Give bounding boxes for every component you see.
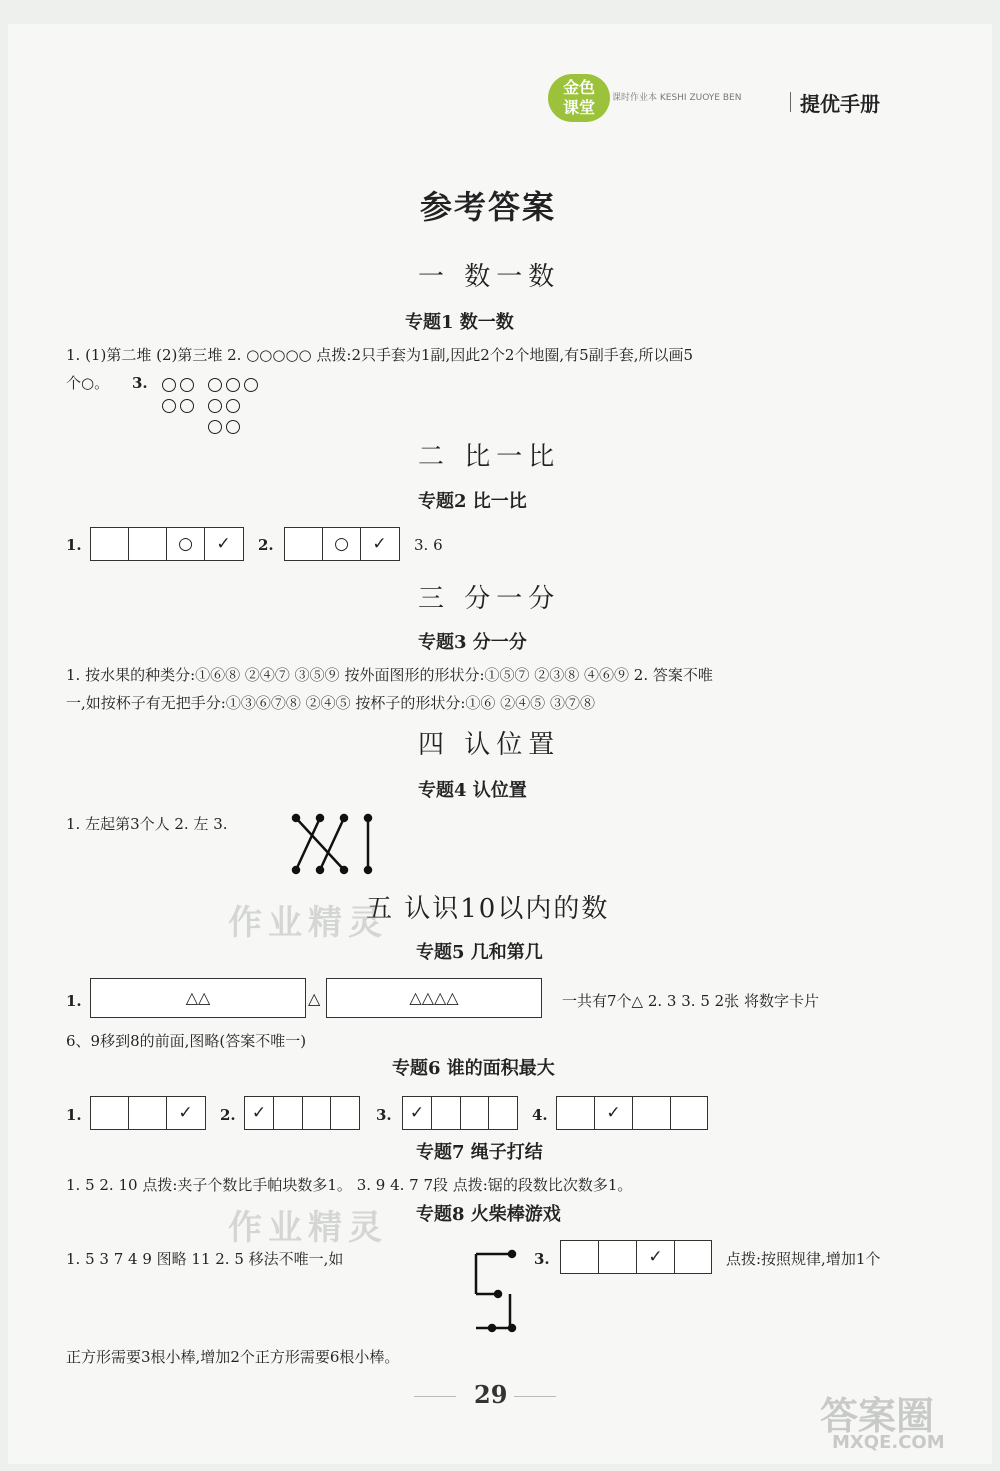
answer-line: 1. 5 2. 10 点拨:夹子个数比手帕块数多1。 3. 9 4. 7 7段 点拨:锯的段数比次数多1。 xyxy=(66,1176,633,1194)
answer-cell xyxy=(432,1097,461,1129)
section-heading: 二 比一比 xyxy=(418,442,561,472)
answer-line: 一,如按杯子有无把手分:①③⑥⑦⑧ ②④⑤ 按杯子的形状分:①⑥ ②④⑤ ③⑦⑧ xyxy=(66,694,595,712)
answer-cell xyxy=(331,1097,359,1129)
answer-box-row xyxy=(244,1096,360,1130)
answer-cell xyxy=(489,1097,517,1129)
answer-text: 3. 6 xyxy=(414,536,443,554)
logo-top-text: 金色 xyxy=(562,78,595,97)
answer-cell: ✓ xyxy=(216,534,231,554)
answer-cell: ✓ xyxy=(178,1103,193,1123)
question-number: 3. xyxy=(132,374,148,392)
footer-rule-right xyxy=(514,1396,556,1397)
section-heading: 四 认位置 xyxy=(418,730,561,760)
answer-cell xyxy=(91,1097,129,1129)
answer-box-row xyxy=(284,527,400,561)
answer-cell xyxy=(670,1097,707,1129)
question-number: 2. xyxy=(258,536,274,554)
answer-box-row xyxy=(556,1096,708,1130)
answer-cell xyxy=(91,528,129,560)
answer-line: 正方形需要3根小棒,增加2个正方形需要6根小棒。 xyxy=(66,1348,400,1366)
answer-cell xyxy=(561,1241,599,1273)
answer-cell xyxy=(461,1097,489,1129)
answer-line: 1. (1)第二堆 (2)第三堆 2. ○○○○○ 点拨:2只手套为1副,因此2个2个地圈,有5副手套,所以画5 xyxy=(66,346,694,364)
answer-cell xyxy=(129,528,167,560)
answer-cell xyxy=(599,1241,637,1273)
answer-line: 个○。 xyxy=(66,374,110,392)
answer-line: 1. 按水果的种类分:①⑥⑧ ②④⑦ ③⑤⑨ 按外面图形的形状分:①⑤⑦ ②③⑧ ④⑥⑨ 2. 答案不唯 xyxy=(66,666,713,684)
answer-box-row xyxy=(560,1240,712,1274)
page-title: 参考答案 xyxy=(420,188,557,226)
matchstick-diagram xyxy=(466,1244,526,1340)
circle-grid-right xyxy=(206,374,260,435)
topic-heading: 专题2 比一比 xyxy=(418,491,527,512)
question-number: 3. xyxy=(534,1250,550,1268)
series-logo xyxy=(548,74,610,122)
answer-cell: ○ xyxy=(323,528,361,560)
answer-line: 1. 左起第3个人 2. 左 3. xyxy=(66,815,228,833)
triangle-between: △ xyxy=(308,989,321,1008)
question-number: 1. xyxy=(66,992,82,1010)
section-heading: 一 数一数 xyxy=(418,262,561,292)
topic-heading: 专题6 谁的面积最大 xyxy=(392,1058,555,1079)
answer-cell: ✓ xyxy=(403,1097,432,1129)
answer-cell xyxy=(557,1097,595,1129)
logo-subtitle: 课时作业本 KESHI ZUOYE BEN xyxy=(612,93,742,103)
page-number: 29 xyxy=(474,1380,508,1409)
logo-bottom-text: 课堂 xyxy=(562,98,595,117)
answer-line: 1. 5 3 7 4 9 图略 11 2. 5 移法不唯一,如 xyxy=(66,1250,344,1268)
section-heading: 五 认识10以内的数 xyxy=(366,894,610,924)
header-divider xyxy=(790,92,791,112)
answer-cell xyxy=(633,1097,671,1129)
answer-cell: ✓ xyxy=(595,1097,633,1129)
answer-cell xyxy=(274,1097,303,1129)
topic-heading: 专题5 几和第几 xyxy=(416,942,543,963)
section-heading: 三 分一分 xyxy=(418,584,561,614)
answer-cell xyxy=(303,1097,331,1129)
brand-title: 提优手册 xyxy=(800,92,880,116)
circle-grid-left xyxy=(160,374,196,414)
question-number: 1. xyxy=(66,536,82,554)
triangle-box: △△△△ xyxy=(326,978,542,1018)
answer-cell xyxy=(285,528,323,560)
answer-cell: ○ xyxy=(167,528,205,560)
answer-box-row xyxy=(402,1096,518,1130)
answer-cell: ✓ xyxy=(637,1241,675,1273)
triangle-box: △△ xyxy=(90,978,306,1018)
question-number: 2. xyxy=(220,1106,236,1124)
question-number: 3. xyxy=(376,1106,392,1124)
topic-heading: 专题7 绳子打结 xyxy=(416,1142,543,1163)
topic-heading: 专题8 火柴棒游戏 xyxy=(416,1204,561,1225)
topic-heading: 专题1 数一数 xyxy=(405,312,514,333)
site-watermark: MXQE.COM xyxy=(832,1432,945,1453)
answer-cell: ✓ xyxy=(245,1097,274,1129)
answer-text: 一共有7个△ 2. 3 3. 5 2张 将数字卡片 xyxy=(562,992,819,1010)
answer-box-row xyxy=(90,527,244,561)
watermark: 作业精灵 xyxy=(228,1208,388,1248)
topic-heading: 专题4 认位置 xyxy=(418,780,527,801)
topic-heading: 专题3 分一分 xyxy=(418,632,527,653)
answer-box-row xyxy=(90,1096,206,1130)
matching-lines-diagram xyxy=(284,808,384,880)
answer-cell xyxy=(129,1097,167,1129)
footer-rule-left xyxy=(414,1396,456,1397)
answer-line: 6、9移到8的前面,图略(答案不唯一) xyxy=(66,1032,307,1050)
watermark: 作业精灵 xyxy=(228,903,388,943)
question-number: 4. xyxy=(532,1106,548,1124)
corner-watermark: 答案圈 xyxy=(820,1394,935,1438)
question-number: 1. xyxy=(66,1106,82,1124)
answer-text: 点拨:按照规律,增加1个 xyxy=(726,1250,881,1268)
answer-cell xyxy=(674,1241,711,1273)
answer-cell: ✓ xyxy=(372,534,387,554)
